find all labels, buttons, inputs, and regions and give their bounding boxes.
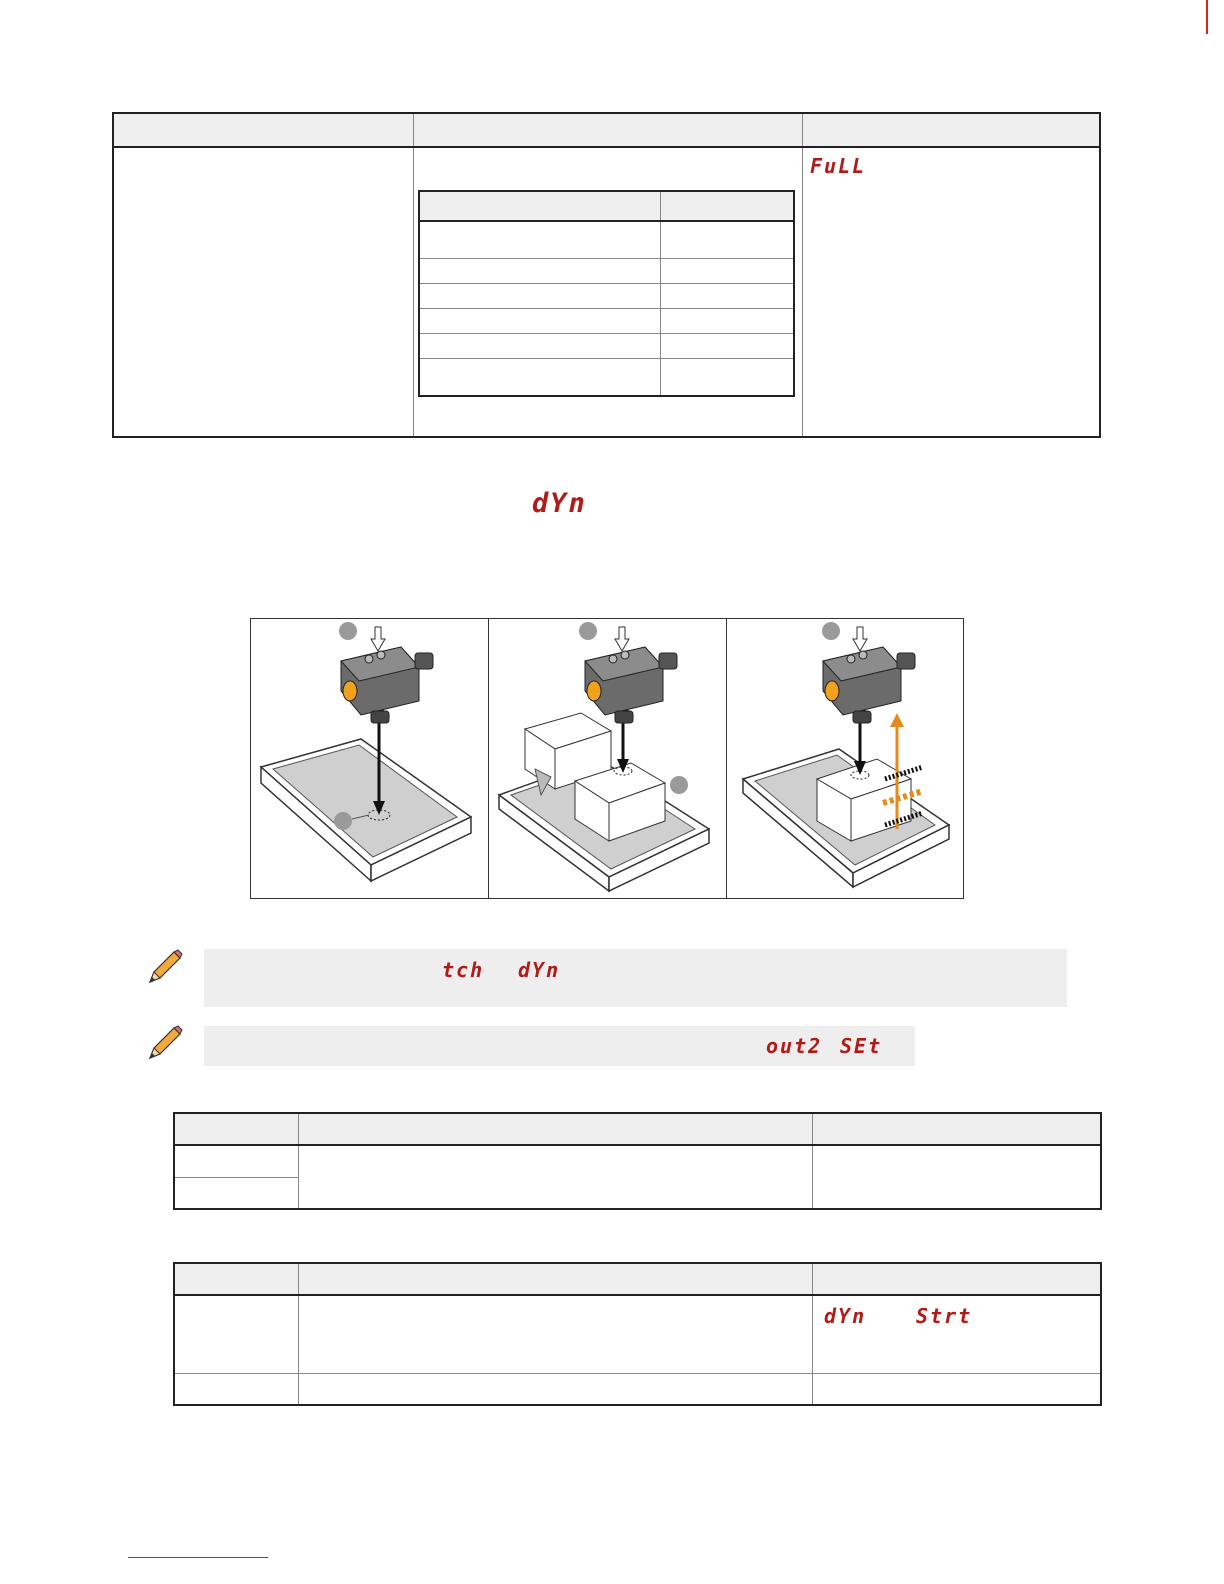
table-row [419, 334, 794, 359]
table-cell [174, 1145, 298, 1177]
table-header-cell [298, 1113, 812, 1145]
table-row [419, 309, 794, 334]
table-row [419, 259, 794, 284]
teach-procedure-figure [250, 618, 964, 899]
table-header-cell [174, 1263, 298, 1295]
table-cell [419, 221, 660, 259]
callout-marker [579, 622, 597, 640]
table-cell [802, 147, 1100, 437]
callout-marker [822, 622, 840, 640]
sensor-icon [823, 647, 915, 723]
table-cell [113, 147, 413, 437]
figure-panel-2 [489, 619, 727, 898]
table-cell [419, 334, 660, 359]
footer-link-underline[interactable] [128, 1557, 268, 1558]
table-cell [174, 1373, 298, 1405]
figure-panel-3-drawing [727, 619, 963, 898]
table-header-cell [660, 191, 794, 221]
table-cell [419, 309, 660, 334]
teach-step-table [173, 1262, 1102, 1406]
page-accent-rule [1206, 0, 1208, 34]
table-cell [660, 284, 794, 309]
table-header-row [174, 1263, 1101, 1295]
table-cell [419, 284, 660, 309]
display-readout-dyn: dYn [824, 1304, 867, 1328]
table-header-cell [174, 1113, 298, 1145]
table-header-row [113, 113, 1100, 147]
table-header-row [419, 191, 794, 221]
callout-marker [334, 812, 352, 830]
display-readout-full: FuLL [810, 154, 867, 178]
sensor-icon [341, 647, 433, 723]
table-header-cell [419, 191, 660, 221]
table-cell [174, 1295, 298, 1373]
note-box [204, 949, 1067, 1007]
table-row [419, 284, 794, 309]
display-readout-dyn: dYn [518, 958, 561, 982]
push-button-icon [615, 627, 629, 651]
table-row [419, 221, 794, 259]
display-readout-strt: Strt [916, 1304, 973, 1328]
callout-marker [670, 776, 688, 794]
table-cell [298, 1373, 812, 1405]
table-cell [660, 259, 794, 284]
table-header-cell [812, 1113, 1101, 1145]
table-header-cell [812, 1263, 1101, 1295]
table-cell [174, 1177, 298, 1209]
table-cell [419, 359, 660, 397]
figure-panel-3 [727, 619, 963, 898]
figure-panel-1-drawing [251, 619, 489, 898]
table-cell [812, 1373, 1101, 1405]
table-cell [419, 259, 660, 284]
pencil-note-icon [144, 1024, 184, 1064]
table-row [174, 1145, 1101, 1177]
table-cell [298, 1145, 812, 1209]
table-row [174, 1373, 1101, 1405]
table-cell [660, 359, 794, 397]
table-header-row [174, 1113, 1101, 1145]
figure-panel-2-drawing [489, 619, 727, 898]
table-header-cell [298, 1263, 812, 1295]
table-row [419, 359, 794, 397]
table-header-cell [802, 113, 1100, 147]
figure-panel-1 [251, 619, 489, 898]
display-readout-set: SEt [840, 1034, 883, 1058]
sensor-icon [585, 647, 677, 723]
table-cell [660, 334, 794, 359]
display-readout-dyn: dYn [532, 488, 587, 519]
pencil-note-icon [144, 948, 184, 988]
table-header-cell [413, 113, 802, 147]
table-cell [660, 221, 794, 259]
callout-marker [339, 622, 357, 640]
table-cell [812, 1145, 1101, 1209]
teach-step-table [173, 1112, 1102, 1210]
display-readout-tch: tch [442, 958, 485, 982]
display-readout-out2: out2 [766, 1034, 823, 1058]
table-cell [298, 1295, 812, 1373]
nested-options-table [418, 190, 795, 397]
push-button-icon [853, 627, 867, 651]
table-header-cell [113, 113, 413, 147]
push-button-icon [371, 627, 385, 651]
table-cell [660, 309, 794, 334]
